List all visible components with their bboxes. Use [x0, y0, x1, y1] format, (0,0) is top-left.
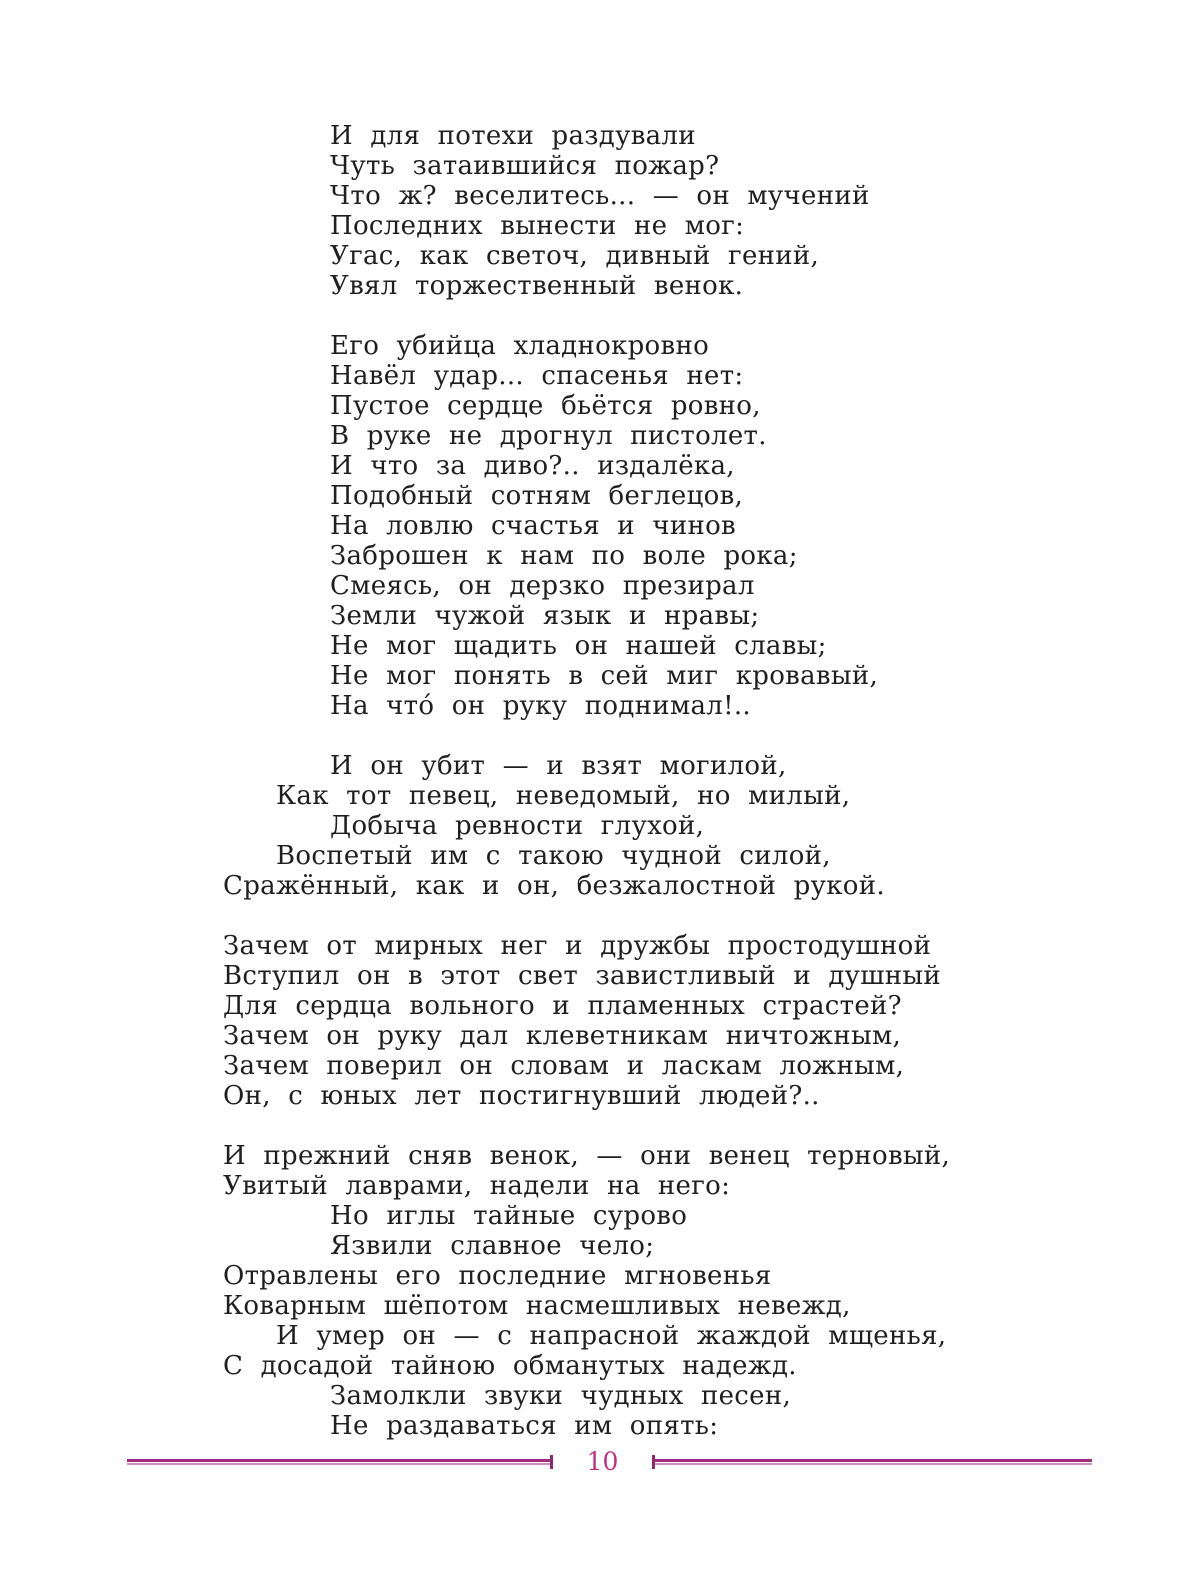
poem-line: Вступил он в этот свет завистливый и душный — [223, 961, 941, 991]
poem-line: Зачем поверил он словам и ласкам ложным, — [223, 1051, 905, 1081]
poem-line: Увитый лаврами, надели на него: — [223, 1171, 731, 1201]
poem-line: Подобный сотням беглецов, — [330, 481, 744, 511]
poem-line: Угас, как светоч, дивный гений, — [330, 241, 820, 271]
poem-line: Коварным шёпотом насмешливых невежд, — [223, 1291, 851, 1321]
footer-rule-left — [127, 1459, 553, 1465]
poem-line: И для потехи раздували — [330, 121, 696, 151]
stanza — [223, 931, 950, 1111]
poem-line: Заброшен к нам по воле рока; — [330, 541, 798, 571]
rule-light-stripe — [127, 1463, 553, 1465]
poem-line: Зачем от мирных нег и дружбы простодушной — [223, 931, 932, 961]
poem-line: Добыча ревности глухой, — [330, 811, 705, 841]
poem-line: И он убит — и взят могилой, — [330, 751, 787, 781]
page-footer — [0, 1446, 1200, 1482]
rule-light-stripe — [652, 1463, 1092, 1465]
poem-line: Отравлены его последние мгновенья — [223, 1261, 772, 1291]
poem-line: Последних вынести не мог: — [330, 211, 745, 241]
poem-line: Не раздаваться им опять: — [330, 1411, 719, 1441]
poem-line: Не мог понять в сей миг кровавый, — [330, 661, 879, 691]
poem-line: Чуть затаившийся пожар? — [330, 151, 720, 181]
poem-line: Как тот певец, неведомый, но милый, — [276, 781, 851, 811]
stanza — [223, 1141, 950, 1441]
poem-line: Его убийца хладнокровно — [330, 331, 710, 361]
poem-line: Что ж? веселитесь... — он мучений — [330, 181, 870, 211]
stanza — [223, 121, 950, 301]
poem-line: Не мог щадить он нашей славы; — [330, 631, 827, 661]
page-number: 10 — [586, 1447, 619, 1476]
poem-line: И прежний сняв венок, — они венец терновый, — [223, 1141, 951, 1171]
rule-end-tick — [652, 1455, 655, 1469]
poem-line: Смеясь, он дерзко презирал — [330, 571, 755, 601]
poem-line: Сражённый, как и он, безжалостной рукой. — [223, 871, 885, 901]
poem-line: Пустое сердце бьётся ровно, — [330, 391, 761, 421]
poem — [223, 121, 950, 1441]
poem-line: На ловлю счастья и чинов — [330, 511, 736, 541]
poem-line: Навёл удар... спасенья нет: — [330, 361, 744, 391]
stanza — [223, 331, 950, 721]
poem-line: На что́ он руку поднимал!.. — [330, 691, 751, 721]
poem-line: Для сердца вольного и пламенных страстей? — [223, 991, 902, 1021]
stanza — [223, 751, 950, 901]
poem-line: С досадой тайною обманутых надежд. — [223, 1351, 797, 1381]
poem-line: И умер он — с напрасной жаждой мщенья, — [276, 1321, 947, 1351]
poem-line: Земли чужой язык и нравы; — [330, 601, 760, 631]
poem-line: Язвили славное чело; — [330, 1231, 655, 1261]
footer-rule-right — [652, 1459, 1092, 1465]
poem-line: И что за диво?.. издалёка, — [330, 451, 735, 481]
poem-line: Воспетый им с такою чудной силой, — [276, 841, 831, 871]
poem-line: Но иглы тайные сурово — [330, 1201, 688, 1231]
poem-line: Зачем он руку дал клеветникам ничтожным, — [223, 1021, 902, 1051]
poem-line: Замолкли звуки чудных песен, — [330, 1381, 792, 1411]
poem-line: Увял торжественный венок. — [330, 271, 744, 301]
poem-line: В руке не дрогнул пистолет. — [330, 421, 767, 451]
poem-line: Он, с юных лет постигнувший людей?.. — [223, 1081, 820, 1111]
